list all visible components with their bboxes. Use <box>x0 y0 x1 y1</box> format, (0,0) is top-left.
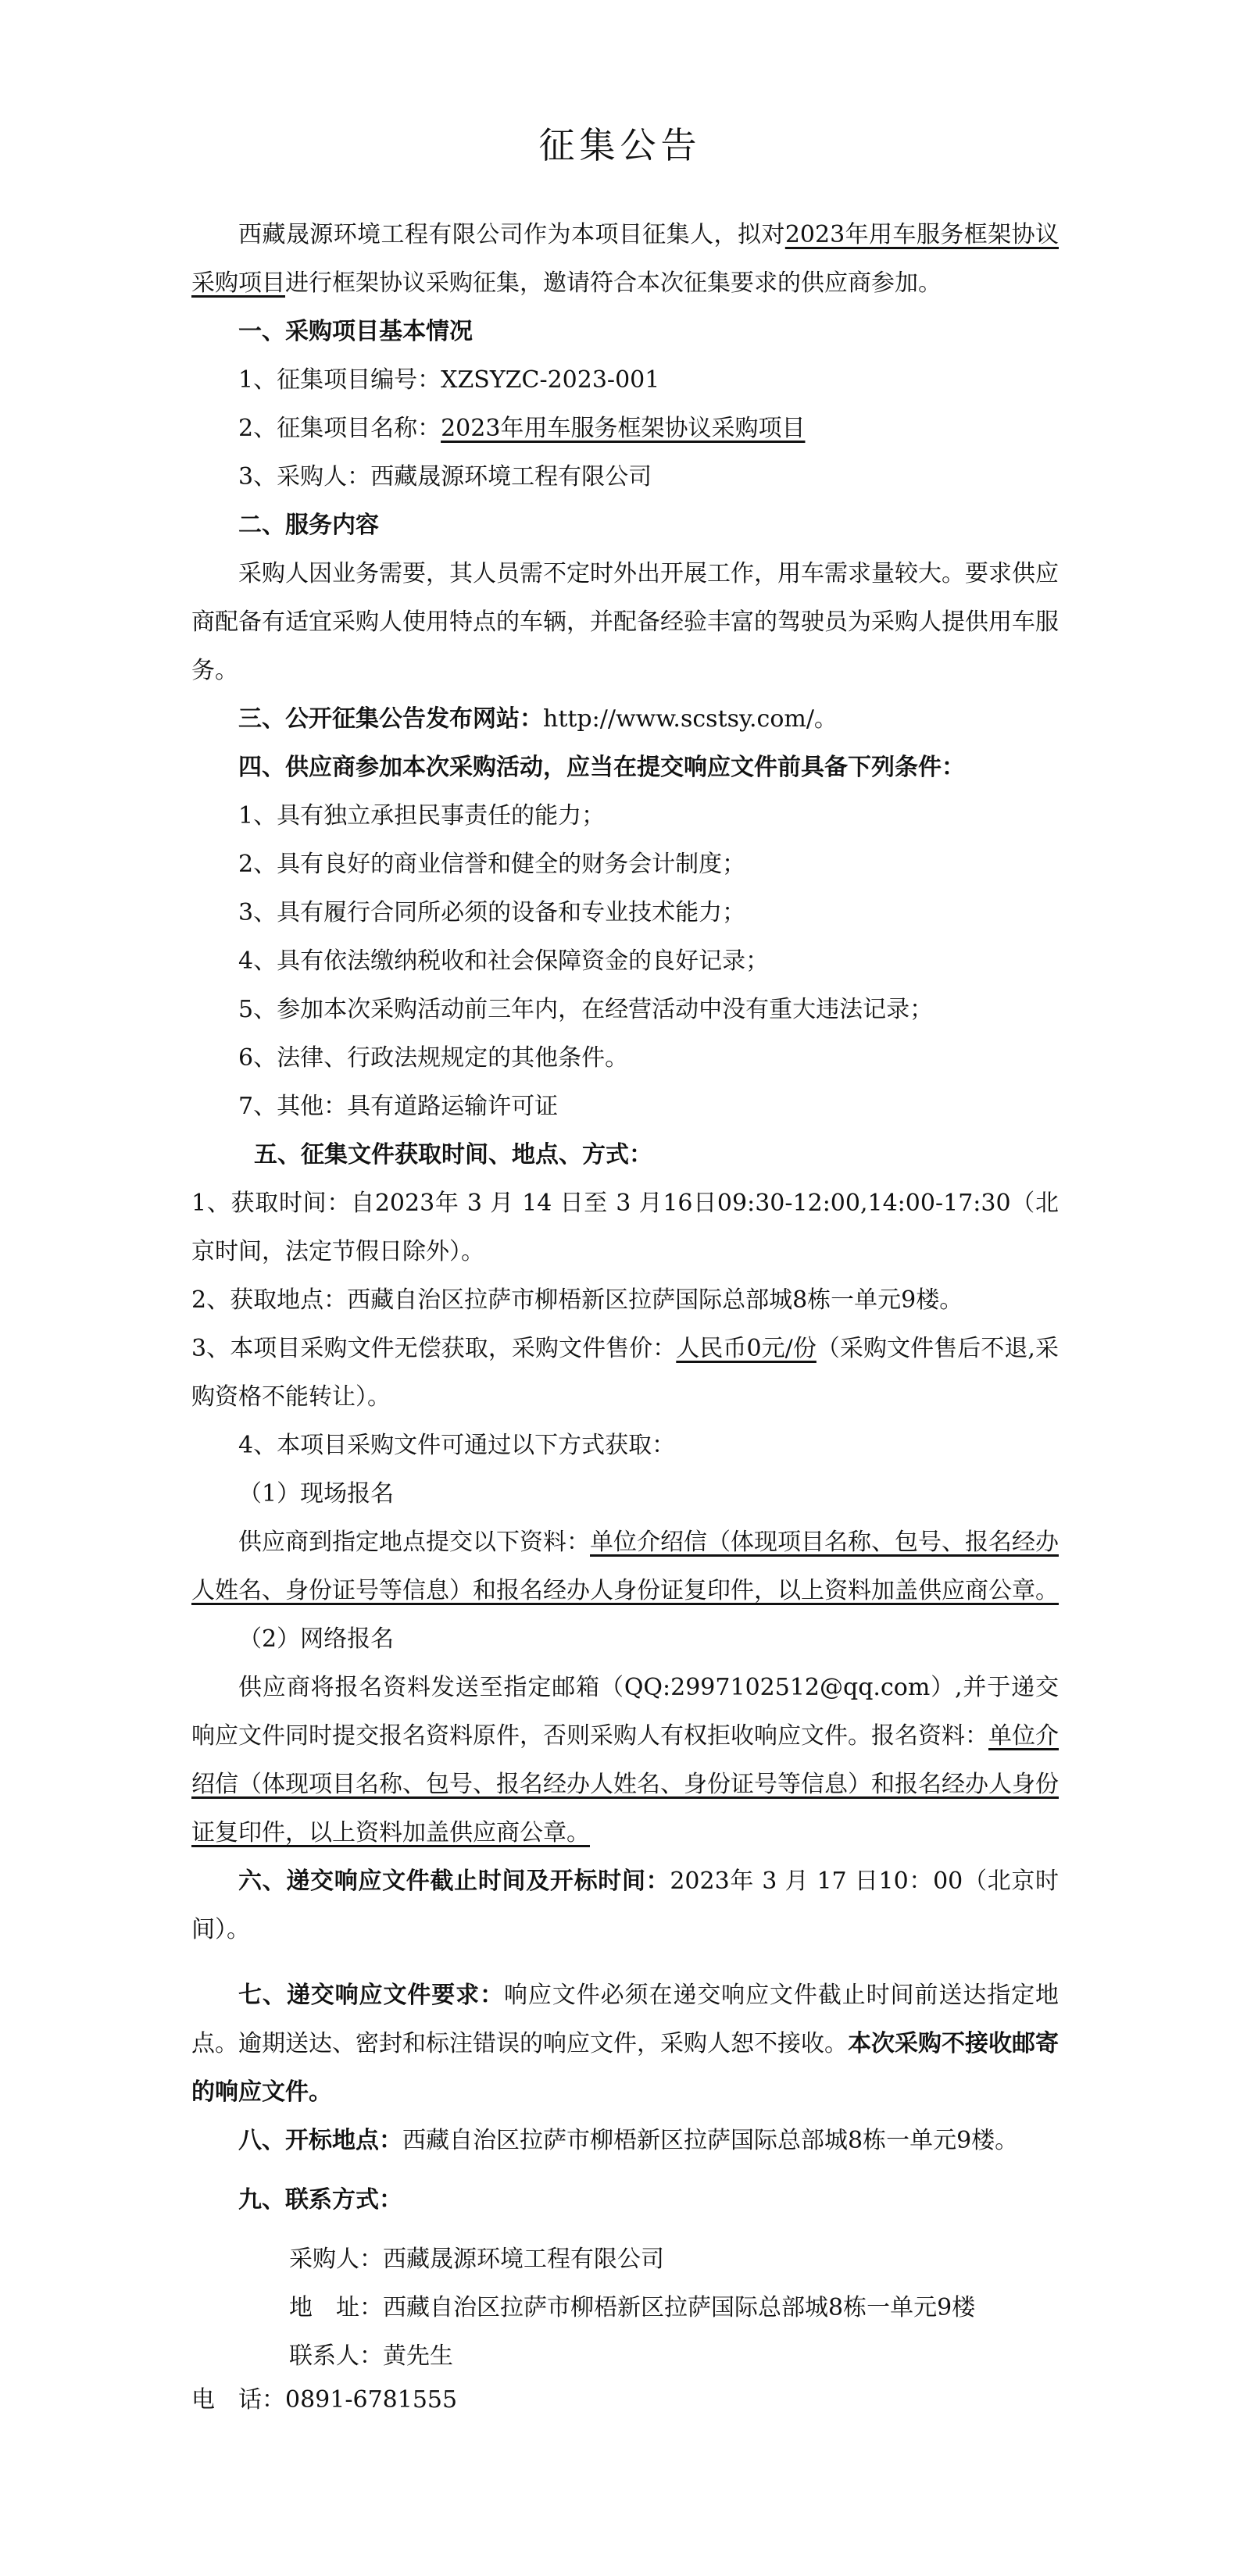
section-3 <box>191 695 1059 744</box>
obtain-methods: 4、本项目采购文件可通过以下方式获取： <box>238 1432 676 1459</box>
intro-text-tail: 进行框架协议采购征集，邀请符合本次征集要求的供应商参加。 <box>285 269 942 297</box>
section-8-heading: 八、开标地点： <box>238 2127 402 2154</box>
intro-paragraph <box>191 211 1059 308</box>
project-number-label: 1、征集项目编号： <box>238 366 441 394</box>
onsite-registration-body <box>191 1518 1059 1615</box>
online-registration-heading: （2）网络报名 <box>238 1625 395 1653</box>
purchaser: 3、采购人：西藏晟源环境工程有限公司 <box>238 463 652 491</box>
document-price-note: （采购文件售后不退,采购资格不能转让）。 <box>191 1335 1059 1411</box>
opening-location: 西藏自治区拉萨市柳梧新区拉萨国际总部城8栋一单元9楼。 <box>402 2127 1019 2154</box>
obtain-location: 2、获取地点：西藏自治区拉萨市柳梧新区拉萨国际总部城8栋一单元9楼。 <box>191 1286 963 1314</box>
contact-person: 联系人：黄先生 <box>289 2342 453 2370</box>
no-mail-notice: 本次采购不接收邮寄的响应文件。 <box>191 2030 1059 2106</box>
page-title: 征集公告 <box>538 124 702 166</box>
publish-website: http://www.scstsy.com/。 <box>543 705 838 733</box>
contact-phone: 电 话：0891-6781555 <box>191 2386 458 2414</box>
section-6-heading: 六、递交响应文件截止时间及开标时间： <box>238 1868 670 1895</box>
condition-item: 1、具有独立承担民事责任的能力； <box>238 802 606 830</box>
onsite-registration-heading: （1）现场报名 <box>238 1480 395 1507</box>
onsite-materials: 单位介绍信（体现项目名称、包号、报名经办人姓名、身份证号等信息）和报名经办人身份证复印件，以上资料加盖供应商公章。 <box>191 1529 1059 1604</box>
condition-item: 4、具有依法缴纳税收和社会保障资金的良好记录； <box>238 947 770 975</box>
section-9-heading: 九、联系方式： <box>238 2186 402 2214</box>
section-2-heading: 二、服务内容 <box>238 512 379 539</box>
condition-item: 2、具有良好的商业信誉和健全的财务会计制度； <box>238 851 746 878</box>
contact-address: 地 址：西藏自治区拉萨市柳梧新区拉萨国际总部城8栋一单元9楼 <box>289 2294 976 2321</box>
project-name-value: 2023年用车服务框架协议采购项目 <box>441 415 806 442</box>
project-name <box>191 405 1059 453</box>
section-8 <box>191 2117 1059 2165</box>
project-number <box>191 356 1059 405</box>
section-7 <box>191 1971 1059 2117</box>
section-1-heading: 一、采购项目基本情况 <box>238 318 473 345</box>
intro-project-name: 2023年用车服务框架协议采购项目 <box>191 221 1059 297</box>
service-content: 采购人因业务需要，其人员需不定时外出开展工作，用车需求量较大。要求供应商配备有适宜采购人使用特点的车辆，并配备经验丰富的驾驶员为采购人提供用车服务。 <box>191 560 1059 684</box>
announcement-body <box>191 211 1059 2420</box>
condition-item: 3、具有履行合同所必须的设备和专业技术能力； <box>238 899 746 926</box>
document-price <box>191 1325 1059 1422</box>
onsite-text: 供应商到指定地点提交以下资料： <box>238 1529 590 1556</box>
document-price-label: 3、本项目采购文件无偿获取，采购文件售价： <box>191 1335 677 1362</box>
submission-requirements: 响应文件必须在递交响应文件截止时间前送达指定地点。逾期送达、密封和标注错误的响应文件，采购人恕不接收。 <box>191 1982 1059 2057</box>
online-registration-body <box>191 1664 1059 1857</box>
section-3-heading: 三、公开征集公告发布网站： <box>238 705 543 733</box>
online-text: 供应商将报名资料发送至指定邮箱（QQ:2997102512@qq.com）,并于递交响应文件同时提交报名资料原件，否则采购人有权拒收响应文件。报名资料： <box>191 1674 1059 1750</box>
online-materials: 单位介绍信（体现项目名称、包号、报名经办人姓名、身份证号等信息）和报名经办人身份证复印件，以上资料加盖供应商公章。 <box>191 1722 1059 1846</box>
deadline-time: 2023年 3 月 17 日10：00（北京时间）。 <box>191 1868 1060 1943</box>
contact-purchaser: 采购人：西藏晟源环境工程有限公司 <box>289 2246 664 2273</box>
condition-item: 7、其他：具有道路运输许可证 <box>238 1093 559 1120</box>
intro-text: 西藏晟源环境工程有限公司作为本项目征集人，拟对 <box>238 221 785 248</box>
section-6 <box>191 1857 1059 1954</box>
condition-item: 5、参加本次采购活动前三年内，在经营活动中没有重大违法记录； <box>238 996 934 1023</box>
obtain-time: 1、获取时间：自2023年 3 月 14 日至 3 月16日09:30-12:00,14:00-17:30（北京时间，法定节假日除外）。 <box>191 1190 1059 1265</box>
section-4-heading: 四、供应商参加本次采购活动，应当在提交响应文件前具备下列条件： <box>238 754 965 781</box>
document-price-value: 人民币0元/份 <box>676 1335 817 1362</box>
section-5-heading: 五、征集文件获取时间、地点、方式： <box>254 1141 652 1168</box>
project-number-value: XZSYZC-2023-001 <box>441 366 660 394</box>
section-7-heading: 七、递交响应文件要求： <box>238 1982 504 2009</box>
project-name-label: 2、征集项目名称： <box>238 415 441 442</box>
condition-item: 6、法律、行政法规规定的其他条件。 <box>238 1044 629 1072</box>
